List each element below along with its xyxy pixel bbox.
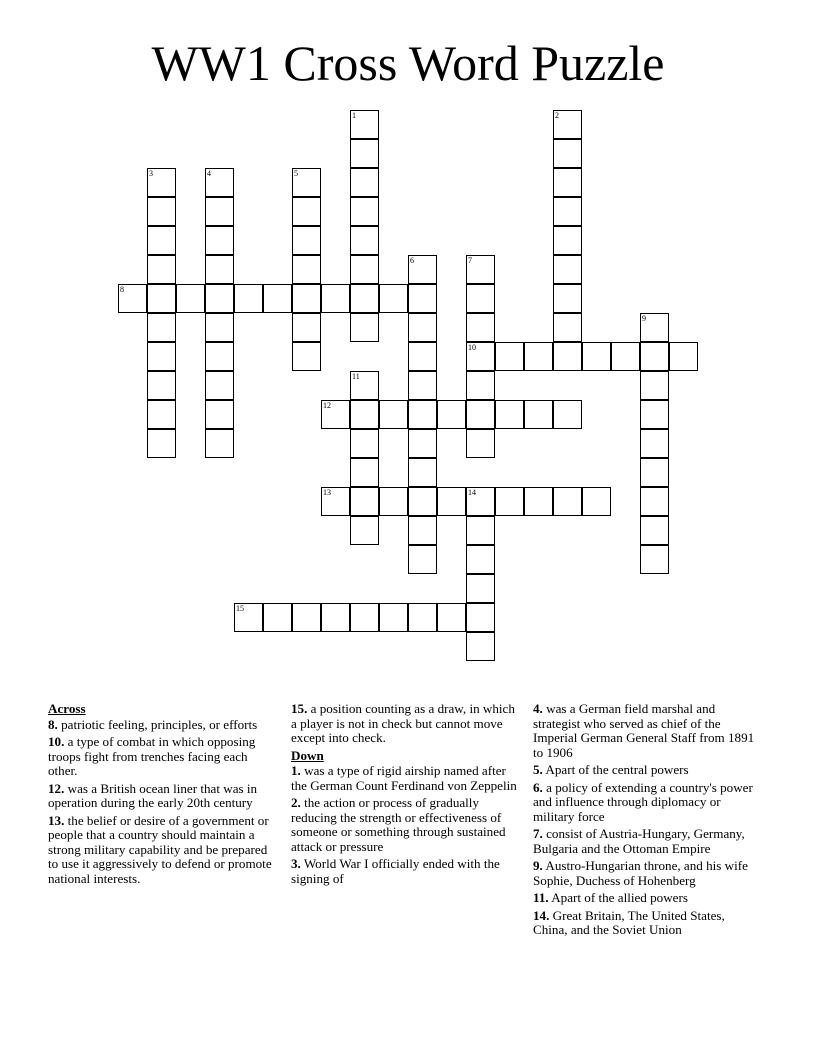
grid-cell[interactable] [147, 429, 176, 458]
grid-cell[interactable] [350, 516, 379, 545]
across-clue-12 [48, 782, 276, 811]
grid-cell[interactable] [466, 371, 495, 400]
grid-cell[interactable] [466, 313, 495, 342]
clue-text: patriotic feeling, principles, or efforts [61, 716, 258, 732]
grid-cell[interactable] [292, 313, 321, 342]
grid-cell[interactable] [495, 487, 524, 516]
down-clue-9 [533, 859, 757, 888]
grid-cell[interactable] [553, 168, 582, 197]
grid-cell[interactable] [640, 516, 669, 545]
clue-text: was a British ocean liner that was in operation during the early 20th century [48, 780, 258, 810]
grid-cell[interactable] [205, 371, 234, 400]
grid-cell[interactable] [408, 458, 437, 487]
grid-cell[interactable] [147, 197, 176, 226]
grid-cell[interactable] [408, 603, 437, 632]
grid-cell[interactable] [466, 429, 495, 458]
clue-text: World War I officially ended with the signing of [291, 856, 500, 886]
grid-cell[interactable] [350, 371, 379, 400]
grid-cell[interactable] [147, 313, 176, 342]
across-clue-10 [48, 735, 276, 779]
grid-cell[interactable] [147, 400, 176, 429]
grid-cell[interactable] [379, 603, 408, 632]
clue-number: 6. [533, 779, 543, 795]
grid-cell[interactable] [524, 487, 553, 516]
grid-cell[interactable] [147, 226, 176, 255]
down-clue-5 [533, 763, 757, 778]
grid-cell[interactable] [582, 487, 611, 516]
grid-cell[interactable] [205, 342, 234, 371]
grid-cell[interactable] [321, 400, 350, 429]
clue-text: the belief or desire of a government or people that a country should maintain a strong military capability and be prepared to use it aggressively to defend or promote national interests. [48, 812, 272, 886]
grid-cell[interactable] [640, 342, 669, 371]
cell-number: 3 [149, 169, 153, 178]
grid-cell[interactable] [292, 255, 321, 284]
grid-cell[interactable] [350, 197, 379, 226]
grid-cell[interactable] [524, 400, 553, 429]
grid-cell[interactable] [466, 516, 495, 545]
grid-cell[interactable] [466, 574, 495, 603]
clue-number: 2. [291, 795, 301, 810]
grid-cell[interactable] [408, 371, 437, 400]
grid-cell[interactable] [640, 429, 669, 458]
grid-cell[interactable] [640, 400, 669, 429]
clue-number: 15. [291, 701, 308, 716]
grid-cell[interactable] [118, 284, 147, 313]
clue-number: 5. [533, 762, 543, 777]
across-clue-13 [48, 814, 276, 887]
grid-cell[interactable] [147, 284, 176, 313]
down-clue-7 [533, 827, 757, 856]
grid-cell[interactable] [321, 603, 350, 632]
grid-cell[interactable] [147, 342, 176, 371]
cell-number: 6 [410, 256, 414, 265]
grid-cell[interactable] [205, 226, 234, 255]
grid-cell[interactable] [292, 168, 321, 197]
cell-number: 2 [555, 111, 559, 120]
down-heading: Down [291, 747, 324, 763]
clues-column-2 [291, 702, 523, 889]
grid-cell[interactable] [292, 603, 321, 632]
grid-cell[interactable] [292, 226, 321, 255]
cell-number: 7 [468, 256, 472, 265]
grid-cell[interactable] [205, 313, 234, 342]
grid-cell[interactable] [205, 197, 234, 226]
cell-number: 5 [294, 169, 298, 178]
cell-number: 10 [468, 343, 476, 352]
grid-cell[interactable] [321, 284, 350, 313]
grid-cell[interactable] [437, 400, 466, 429]
grid-cell[interactable] [205, 255, 234, 284]
grid-cell[interactable] [321, 487, 350, 516]
clue-text: Austro-Hungarian throne, and his wife Sophie, Duchess of Hohenberg [533, 858, 748, 888]
grid-cell[interactable] [350, 226, 379, 255]
clues-column-1 [48, 702, 276, 889]
grid-cell[interactable] [611, 342, 640, 371]
clue-text: a position counting as a draw, in which a player is not in check but cannot move except into check. [291, 701, 515, 745]
clue-number: 12. [48, 780, 65, 796]
grid-cell[interactable] [408, 255, 437, 284]
clue-text: a policy of extending a country's power and influence through diplomacy or military force [533, 779, 753, 824]
grid-cell[interactable] [640, 371, 669, 400]
clue-text: Great Britain, The United States, China, and the Soviet Union [533, 907, 725, 937]
clue-text: consist of Austria-Hungary, Germany, Bulgaria and the Ottoman Empire [533, 826, 745, 856]
across-clue-8 [48, 718, 276, 733]
cell-number: 12 [323, 401, 331, 410]
grid-cell[interactable] [379, 487, 408, 516]
grid-cell[interactable] [524, 342, 553, 371]
grid-cell[interactable] [437, 603, 466, 632]
grid-cell[interactable] [466, 342, 495, 371]
grid-cell[interactable] [408, 516, 437, 545]
grid-cell[interactable] [205, 168, 234, 197]
clue-number: 14. [533, 907, 550, 923]
grid-cell[interactable] [263, 603, 292, 632]
clue-text: Apart of the central powers [545, 762, 689, 777]
grid-cell[interactable] [350, 284, 379, 313]
cell-number: 13 [323, 488, 331, 497]
grid-cell[interactable] [408, 342, 437, 371]
clue-text: Apart of the allied powers [551, 890, 688, 905]
grid-cell[interactable] [408, 487, 437, 516]
grid-cell[interactable] [640, 458, 669, 487]
down-clue-4 [533, 702, 757, 760]
grid-cell[interactable] [553, 255, 582, 284]
grid-cell[interactable] [350, 139, 379, 168]
grid-cell[interactable] [466, 545, 495, 574]
across-clue-15 [291, 702, 523, 746]
grid-cell[interactable] [669, 342, 698, 371]
clue-number: 11. [533, 890, 549, 905]
grid-cell[interactable] [292, 342, 321, 371]
clue-number: 1. [291, 763, 301, 778]
grid-cell[interactable] [350, 487, 379, 516]
down-clue-2 [291, 796, 523, 854]
down-clue-11 [533, 891, 757, 906]
grid-cell[interactable] [408, 429, 437, 458]
grid-cell[interactable] [437, 487, 466, 516]
grid-cell[interactable] [408, 400, 437, 429]
grid-cell[interactable] [640, 487, 669, 516]
grid-cell[interactable] [408, 545, 437, 574]
grid-cell[interactable] [263, 284, 292, 313]
down-clue-3 [291, 857, 523, 886]
grid-cell[interactable] [553, 139, 582, 168]
grid-cell[interactable] [147, 168, 176, 197]
grid-cell[interactable] [466, 632, 495, 661]
grid-cell[interactable] [205, 284, 234, 313]
grid-cell[interactable] [379, 284, 408, 313]
grid-cell[interactable] [205, 400, 234, 429]
clue-text: was a type of rigid airship named after the German Count Ferdinand von Zeppelin [291, 763, 517, 793]
clue-number: 7. [533, 826, 543, 841]
clue-number: 13. [48, 812, 65, 828]
grid-cell[interactable] [466, 284, 495, 313]
cell-number: 8 [120, 285, 124, 294]
grid-cell[interactable] [350, 110, 379, 139]
clues-column-3 [533, 702, 757, 941]
grid-cell[interactable] [408, 313, 437, 342]
grid-cell[interactable] [292, 197, 321, 226]
grid-cell[interactable] [582, 342, 611, 371]
grid-cell[interactable] [640, 313, 669, 342]
clue-number: 4. [533, 701, 543, 716]
down-clue-1 [291, 764, 523, 793]
grid-cell[interactable] [553, 400, 582, 429]
grid-cell[interactable] [350, 603, 379, 632]
grid-cell[interactable] [147, 255, 176, 284]
grid-cell[interactable] [379, 400, 408, 429]
grid-cell[interactable] [553, 487, 582, 516]
grid-cell[interactable] [350, 255, 379, 284]
clue-text: the action or process of gradually reducing the strength or effectiveness of someone or something through sustained attack or pressure [291, 795, 506, 854]
grid-cell[interactable] [176, 284, 205, 313]
grid-cell[interactable] [350, 313, 379, 342]
grid-cell[interactable] [350, 168, 379, 197]
cell-number: 4 [207, 169, 211, 178]
grid-cell[interactable] [350, 458, 379, 487]
clue-number: 10. [48, 734, 65, 749]
across-heading: Across [48, 701, 86, 716]
cell-number: 14 [468, 488, 476, 497]
grid-cell[interactable] [553, 313, 582, 342]
down-clue-6 [533, 781, 757, 825]
grid-cell[interactable] [466, 400, 495, 429]
grid-cell[interactable] [234, 284, 263, 313]
down-clue-14 [533, 909, 757, 938]
grid-cell[interactable] [553, 197, 582, 226]
cell-number: 15 [236, 604, 244, 613]
grid-cell[interactable] [466, 487, 495, 516]
cell-number: 1 [352, 111, 356, 120]
clue-number: 8. [48, 716, 58, 732]
grid-cell[interactable] [553, 226, 582, 255]
grid-cell[interactable] [495, 342, 524, 371]
grid-cell[interactable] [640, 545, 669, 574]
grid-cell[interactable] [553, 110, 582, 139]
clue-text: a type of combat in which opposing troops fight from trenches facing each other. [48, 734, 256, 778]
grid-cell[interactable] [466, 255, 495, 284]
clue-number: 9. [533, 858, 543, 873]
grid-cell[interactable] [495, 400, 524, 429]
grid-cell[interactable] [292, 284, 321, 313]
grid-cell[interactable] [466, 603, 495, 632]
grid-cell[interactable] [350, 400, 379, 429]
grid-cell[interactable] [147, 371, 176, 400]
grid-cell[interactable] [350, 429, 379, 458]
grid-cell[interactable] [205, 429, 234, 458]
cell-number: 11 [352, 372, 360, 381]
clue-text: was a German field marshal and strategist who served as chief of the Imperial German General Staff from 1891 to 1906 [533, 701, 755, 760]
cell-number: 9 [642, 314, 646, 323]
grid-cell[interactable] [234, 603, 263, 632]
clue-number: 3. [291, 856, 301, 871]
grid-cell[interactable] [553, 284, 582, 313]
grid-cell[interactable] [408, 284, 437, 313]
puzzle-title: WW1 Cross Word Puzzle [151, 35, 665, 91]
grid-cell[interactable] [553, 342, 582, 371]
